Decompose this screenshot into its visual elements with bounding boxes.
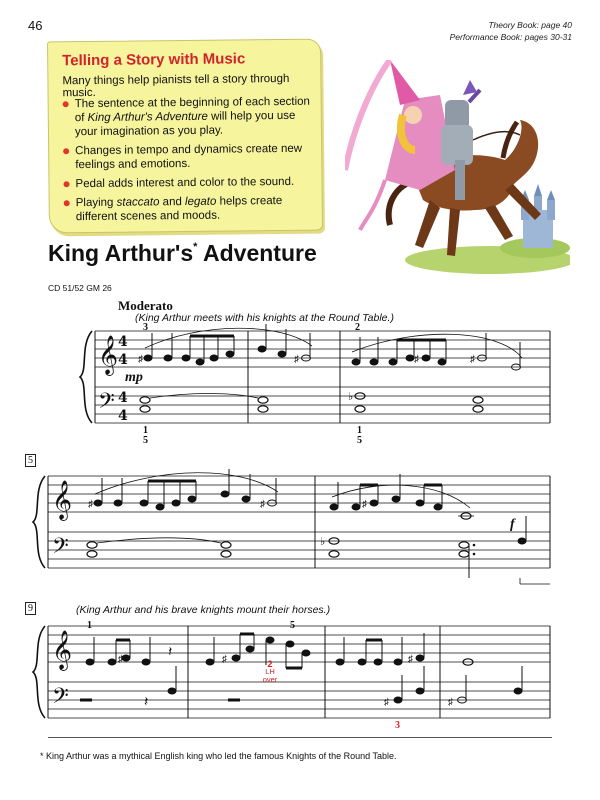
fingering: 3 xyxy=(143,322,148,333)
story-direction-1: (King Arthur meets with his knights at the Round Table.) xyxy=(135,312,394,324)
svg-text:♯: ♯ xyxy=(362,499,367,510)
tip-item: The sentence at the beginning of each section of King Arthur's Adventure will help you use your imagination as you play. xyxy=(63,95,313,140)
svg-text:𝄢: 𝄢 xyxy=(52,534,69,564)
svg-text:♯: ♯ xyxy=(88,499,93,510)
svg-text:4: 4 xyxy=(118,408,128,424)
fingering: 1 xyxy=(87,620,92,631)
measure-number: 9 xyxy=(25,602,36,615)
tip-item: Changes in tempo and dynamics create new feelings and emotions. xyxy=(63,142,313,173)
dynamic-f: f xyxy=(510,517,515,532)
tempo-marking: Moderato xyxy=(118,298,173,313)
svg-text:♯: ♯ xyxy=(408,654,413,665)
card-title: Telling a Story with Music xyxy=(62,50,246,70)
story-direction-2: (King Arthur and his brave knights mount their horses.) xyxy=(76,604,331,616)
svg-text:♭: ♭ xyxy=(320,536,326,548)
svg-text:♯: ♯ xyxy=(138,354,143,365)
svg-text:♯: ♯ xyxy=(384,697,389,708)
page-number: 46 xyxy=(28,18,43,33)
fingering: 1 xyxy=(143,425,148,436)
tip-item: Playing staccato and legato helps create different scenes and moods. xyxy=(64,194,314,225)
svg-text:♯: ♯ xyxy=(470,354,475,365)
piece-title: King Arthur's* Adventure xyxy=(48,240,317,266)
footnote-divider xyxy=(48,737,552,738)
svg-text:𝄞: 𝄞 xyxy=(98,335,119,375)
lh-over-marking: 2 LH over xyxy=(262,659,278,684)
fingering: 5 xyxy=(290,620,295,631)
dynamic-mp: mp xyxy=(125,370,143,385)
card-intro: Many things help pianists tell a story through music. xyxy=(62,72,290,100)
fingering: 5 xyxy=(357,435,362,446)
svg-text:𝄢: 𝄢 xyxy=(98,389,115,419)
svg-text:𝄽: 𝄽 xyxy=(168,643,173,659)
svg-text:♯: ♯ xyxy=(118,654,123,665)
svg-text:𝄞: 𝄞 xyxy=(52,630,73,670)
fingering: 1 xyxy=(357,425,362,436)
cd-track-label: CD 51/52 GM 26 xyxy=(48,283,112,293)
fingering: 3 xyxy=(395,720,400,731)
svg-text:4: 4 xyxy=(118,334,128,350)
svg-text:𝄢: 𝄢 xyxy=(52,684,69,714)
svg-text:♯: ♯ xyxy=(448,697,453,708)
svg-text:♯: ♯ xyxy=(222,654,227,665)
svg-text:♯: ♯ xyxy=(414,354,419,365)
measure-number: 5 xyxy=(25,454,36,467)
svg-text:4: 4 xyxy=(118,390,128,406)
svg-text:𝄽: 𝄽 xyxy=(144,693,149,709)
tip-item: Pedal adds interest and color to the sound. xyxy=(63,175,313,192)
fingering: 5 xyxy=(143,435,148,446)
theory-book-reference: Theory Book: page 40 xyxy=(488,20,572,30)
svg-text:𝄞: 𝄞 xyxy=(52,480,73,520)
svg-text:♯: ♯ xyxy=(260,499,265,510)
footnote: * King Arthur was a mythical English king who led the famous Knights of the Round Table. xyxy=(40,751,397,761)
svg-text:4: 4 xyxy=(118,352,128,368)
svg-text:♯: ♯ xyxy=(294,354,299,365)
performance-book-reference: Performance Book: pages 30-31 xyxy=(449,32,572,42)
svg-text:♭: ♭ xyxy=(348,391,354,403)
fingering: 2 xyxy=(355,322,360,333)
